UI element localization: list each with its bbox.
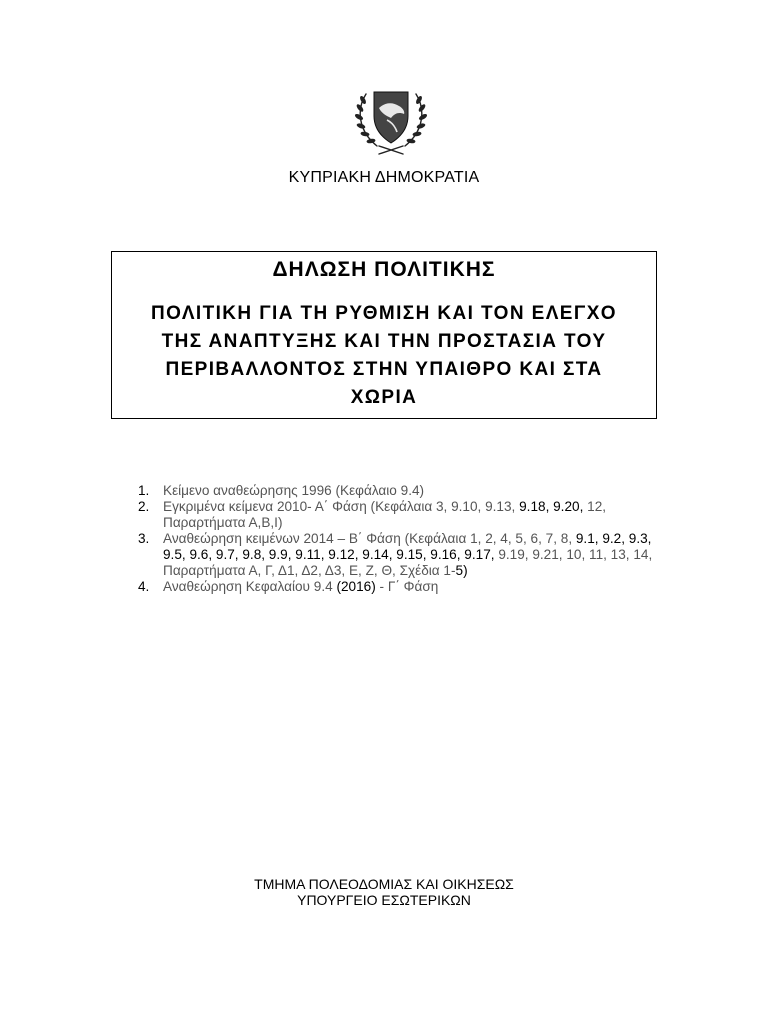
ministry-name: ΥΠΟΥΡΓΕΙΟ ΕΣΩΤΕΡΙΚΩΝ <box>297 892 471 908</box>
revision-text: Αναθεώρηση κειμένων 2014 – Β΄ Φάση (Κεφάλαια 1, 2, 4, 5, 6, 7, 8, <box>163 531 576 546</box>
revision-number: 3. <box>138 531 150 546</box>
revision-item <box>138 483 658 499</box>
revision-number: 4. <box>138 579 150 594</box>
revision-number: 2. <box>138 499 150 514</box>
policy-statement-box <box>111 251 657 419</box>
cyprus-coat-of-arms-icon <box>349 86 433 158</box>
revision-text: 9.19, 9.21, 10, 11, 13, 14, Παραρτήματα Α, Γ, Δ1, Δ2, Δ3, Ε, Ζ, Θ, Σχέδια 1- <box>163 547 653 578</box>
revision-item <box>138 499 658 531</box>
department-name: ΤΜΗΜΑ ΠΟΛΕΟΔΟΜΙΑΣ ΚΑΙ ΟΙΚΗΣΕΩΣ <box>254 876 514 892</box>
revision-text: - Γ΄ Φάση <box>375 579 439 594</box>
revision-text: Εγκριμένα κείμενα 2010- Α΄ Φάση (Κεφάλαια 3, 9.10, 9.13, <box>163 499 520 514</box>
revision-text-highlight: (2016) <box>336 579 376 594</box>
policy-subtitle-line: ΧΩΡΙΑ <box>350 387 418 408</box>
policy-subtitle <box>122 300 646 412</box>
revision-text: 12, Παραρτήματα Α,Β,Ι) <box>163 499 607 530</box>
revision-text-highlight: 5) <box>455 563 468 578</box>
policy-subtitle-line: ΠΟΛΙΤΙΚΗ ΓΙΑ ΤΗ ΡΥΘΜΙΣΗ ΚΑΙ ΤΟΝ ΕΛΕΓΧΟ <box>151 303 617 324</box>
revision-text: Κείμενο αναθεώρησης 1996 (Κεφάλαιο 9.4) <box>163 483 425 498</box>
revision-text-highlight: 9.18, 9.20, <box>519 499 584 514</box>
policy-subtitle-line: ΠΕΡΙΒΑΛΛΟΝΤΟΣ ΣΤΗΝ ΥΠΑΙΘΡΟ ΚΑΙ ΣΤΑ <box>165 359 603 380</box>
republic-title: ΚΥΠΡΙΑΚΗ ΔΗΜΟΚΡΑΤΙΑ <box>288 169 480 186</box>
revision-text-highlight: 9.1, 9.2, 9.3, 9.5, 9.6, 9.7, 9.8, 9.9, 9.11, 9.12, 9.14, 9.15, 9.16, 9.17, <box>163 531 652 562</box>
policy-title: ΔΗΛΩΣΗ ΠΟΛΙΤΙΚΗΣ <box>272 258 496 281</box>
revision-history-list <box>138 483 658 595</box>
revision-item <box>138 531 658 579</box>
revision-text: Αναθεώρηση Κεφαλαίου 9.4 <box>163 579 337 594</box>
policy-subtitle-line: ΤΗΣ ΑΝΑΠΤΥΞΗΣ ΚΑΙ ΤΗΝ ΠΡΟΣΤΑΣΙΑ ΤΟΥ <box>161 331 607 352</box>
revision-number: 1. <box>138 483 150 498</box>
issuing-authority <box>0 876 768 908</box>
revision-item <box>138 579 658 595</box>
